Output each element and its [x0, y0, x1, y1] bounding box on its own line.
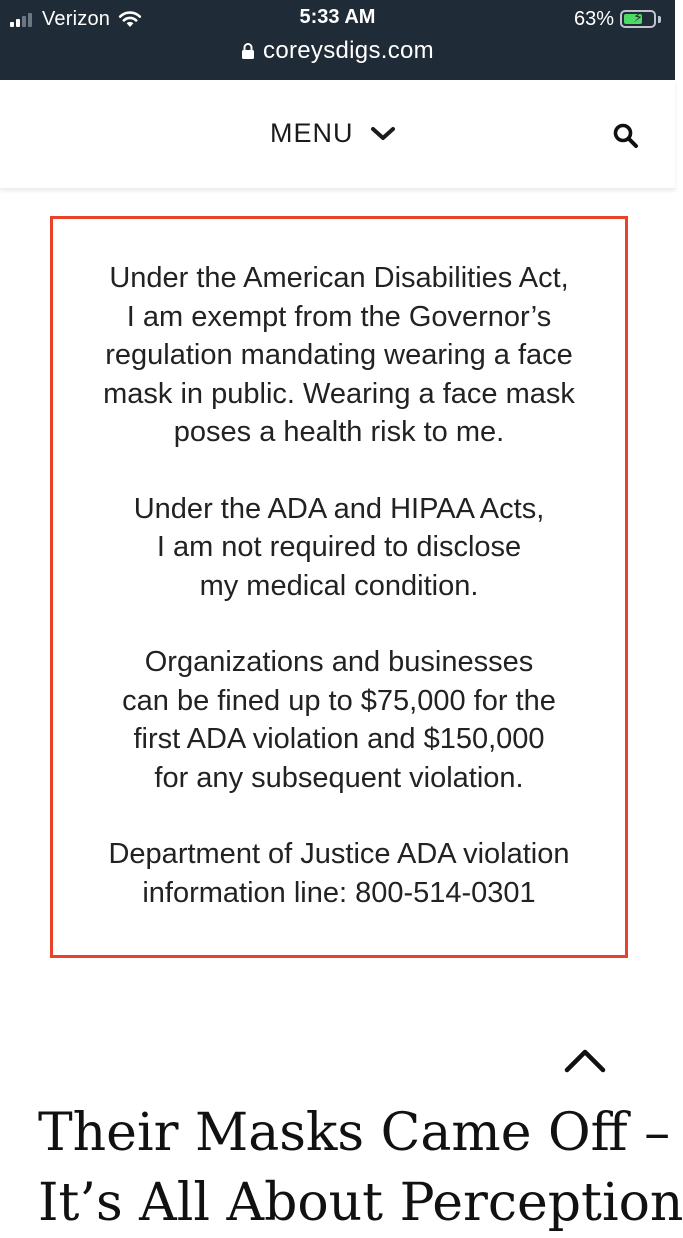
chevron-up-icon	[563, 1046, 607, 1074]
notice-line: Department of Justice ADA violation	[108, 838, 570, 870]
battery-icon	[620, 10, 656, 28]
notice-line: I am exempt from the Governor’s	[126, 300, 552, 333]
battery-percent: 63%	[573, 7, 614, 30]
notice-line: information line: 800-514-0301	[142, 876, 536, 909]
article-title[interactable]	[38, 1098, 683, 1238]
notice-line: regulation mandating wearing a face	[105, 339, 573, 371]
ada-exemption-notice	[50, 216, 628, 958]
notice-paragraph-1	[53, 259, 625, 452]
search-button[interactable]	[612, 122, 640, 150]
notice-line: poses a health risk to me.	[173, 416, 505, 448]
article-title-line: Their Masks Came Off –	[38, 1103, 671, 1163]
address-bar[interactable]	[0, 37, 675, 65]
notice-paragraph-4	[53, 835, 625, 912]
notice-line: Under the ADA and HIPAA Acts,	[133, 492, 545, 525]
notice-line: first ADA violation and $150,000	[133, 723, 545, 755]
notice-line: my medical condition.	[199, 569, 479, 602]
charging-bolt-icon: ⚡	[633, 9, 643, 25]
notice-line: I am not required to disclose	[156, 531, 522, 563]
notice-text	[53, 259, 625, 950]
status-right	[574, 7, 661, 31]
clock: 5:33 AM	[299, 6, 376, 28]
notice-line: for any subsequent violation.	[154, 761, 524, 794]
notice-line: Under the American Disabilities Act,	[109, 262, 569, 294]
search-icon	[612, 122, 640, 150]
url-text[interactable]: coreysdigs.com	[263, 37, 434, 64]
site-header	[0, 80, 675, 189]
article-title-line: It’s All About Perception	[38, 1173, 683, 1233]
scroll-to-top-button[interactable]	[563, 1046, 607, 1074]
notice-paragraph-3	[53, 643, 625, 797]
notice-line: Organizations and businesses	[144, 646, 534, 678]
battery-nub	[658, 16, 661, 23]
menu-label: MENU	[270, 118, 354, 148]
chevron-down-icon	[370, 125, 396, 143]
menu-button[interactable]	[270, 118, 396, 149]
carrier-name: Verizon	[42, 7, 111, 30]
notice-line: mask in public. Wearing a face mask	[103, 377, 575, 410]
notice-paragraph-2	[53, 490, 625, 606]
notice-line: can be fined up to $75,000 for the	[122, 684, 556, 717]
status-bar	[0, 0, 675, 80]
lock-icon	[241, 42, 255, 60]
